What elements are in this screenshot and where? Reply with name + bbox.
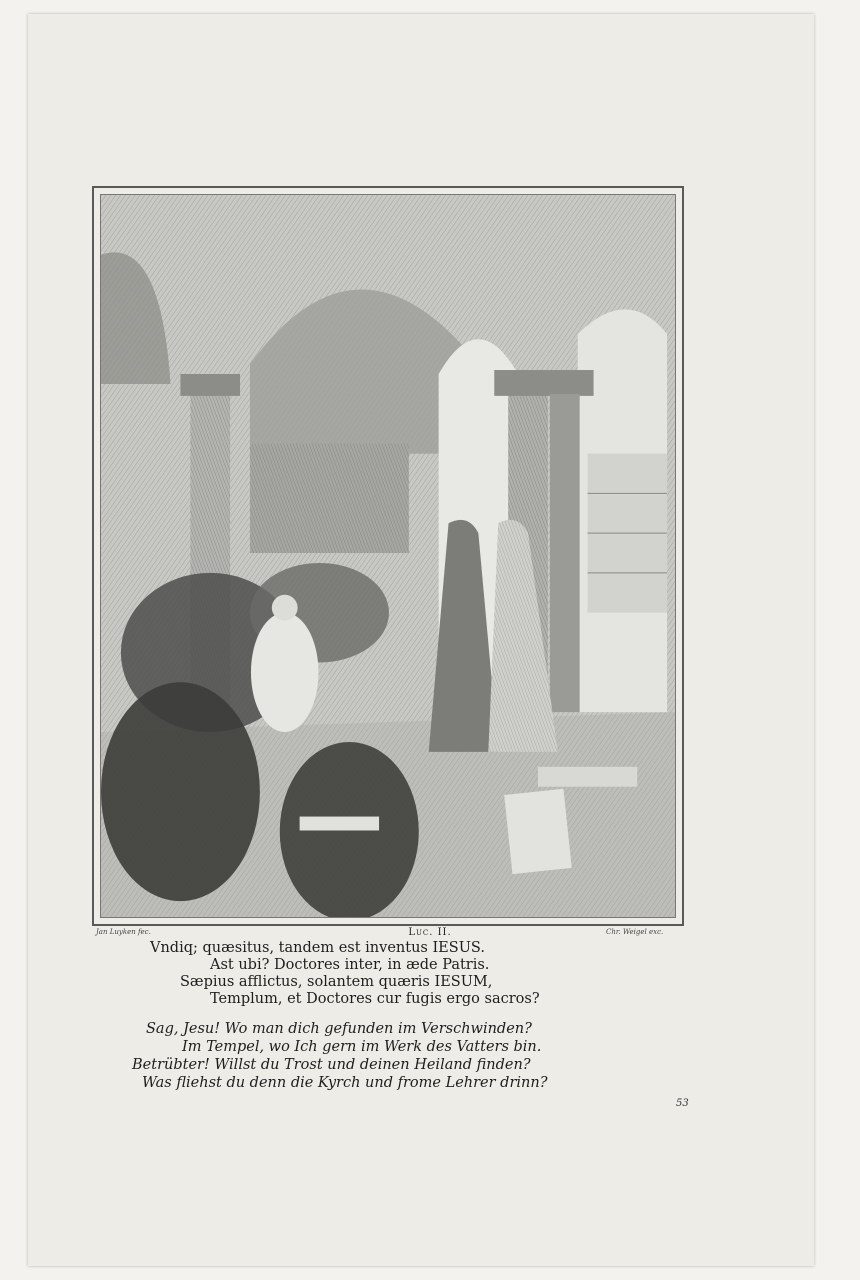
engraving-illustration [100,194,676,918]
german-line: Betrübter! Willst du Trost und deinen Heiland finden? [132,1057,531,1073]
latin-line: Ast ubi? Doctores inter, in æde Patris. [210,957,490,973]
engraver-credit: Jan Luyken fec. [96,928,151,936]
verse-reference: Luc. II. [408,927,452,938]
engraving-frame [92,186,684,926]
german-line: Sag, Jesu! Wo man dich gefunden im Verschwinden? [146,1021,532,1037]
german-line: Im Tempel, wo Ich gern im Werk des Vatters bin. [182,1039,542,1055]
german-verse [132,1020,692,1092]
latin-verse [150,940,630,1008]
german-line: Was fliehst du denn die Kyrch und frome Lehrer drinn? [142,1075,548,1091]
publisher-credit: Chr. Weigel exc. [606,928,664,936]
page-number: 53 [676,1098,689,1109]
latin-line: Templum, et Doctores cur fugis ergo sacros? [210,991,540,1007]
latin-line: Sæpius afflictus, solantem quæris IESUM, [180,974,493,990]
latin-line: Vndiq; quæsitus, tandem est inventus IESUS. [150,940,485,956]
temple-scene-illustration [101,195,675,917]
